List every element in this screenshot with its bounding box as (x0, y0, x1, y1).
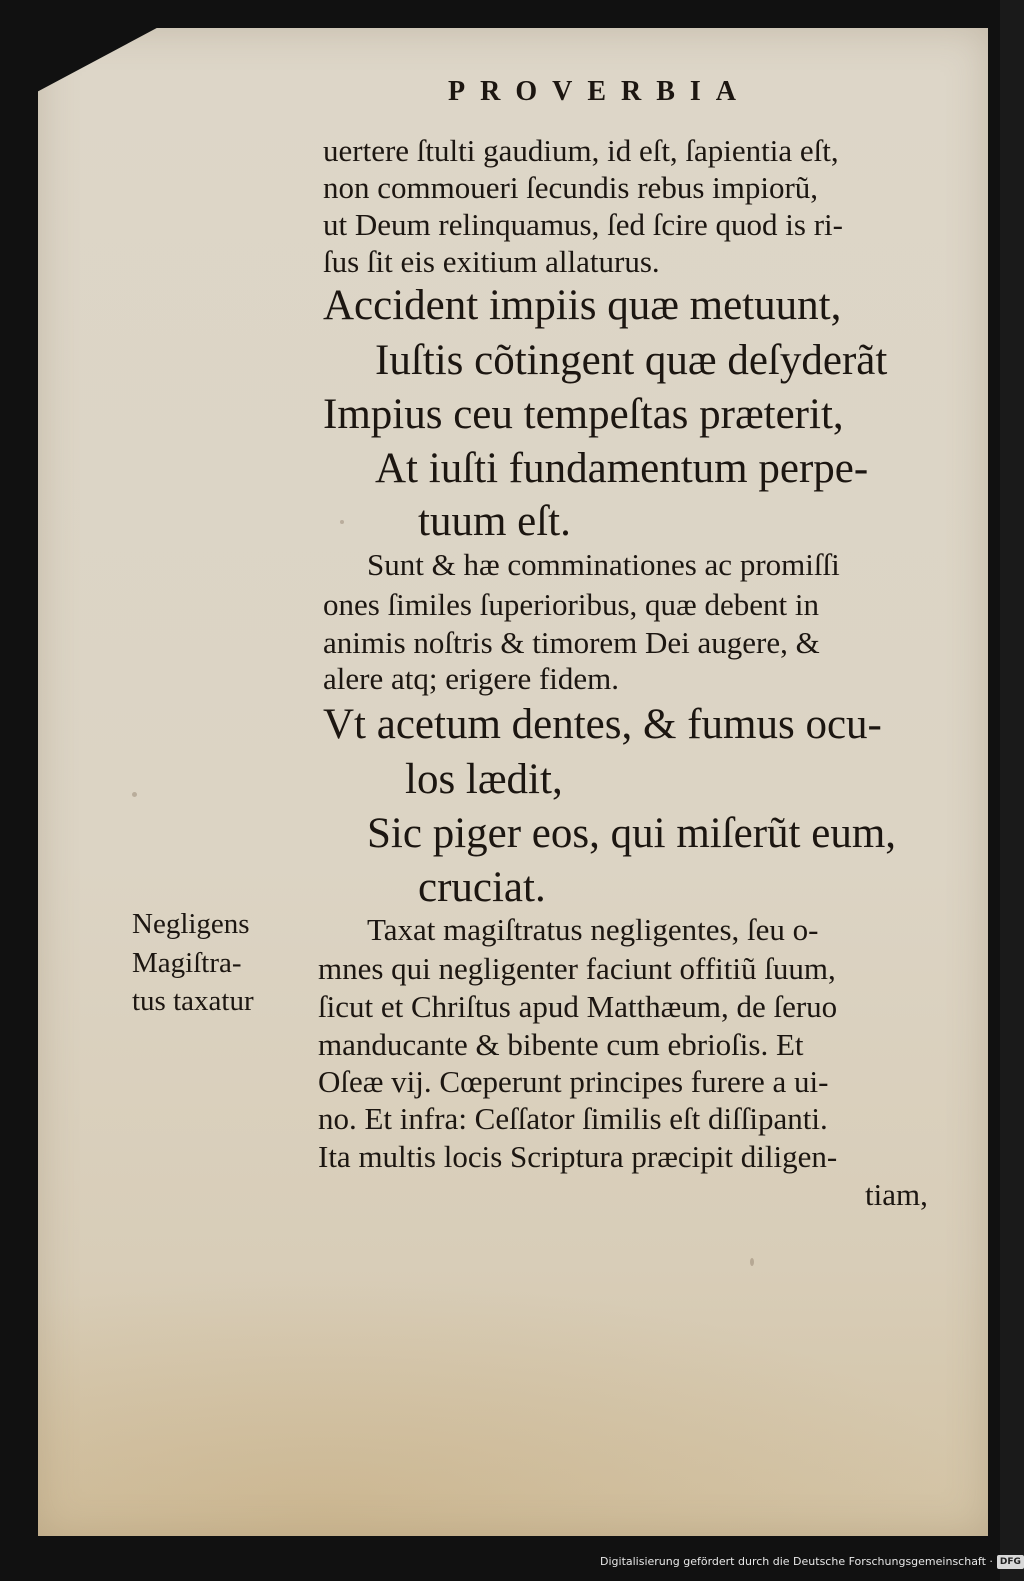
text-line: animis noſtris & timorem Dei augere, & (323, 625, 820, 660)
verse-line: Sic piger eos, qui miſerũt eum, (367, 810, 897, 857)
credit-text: Digitalisierung gefördert durch die Deutsche Forschungsgemeinschaft · (600, 1555, 993, 1568)
verse-line: Iuſtis cõtingent quæ deſyderãt (375, 337, 888, 384)
text-line: alere atq; erigere fidem. (323, 661, 620, 696)
digitization-credit (600, 1551, 1021, 1573)
verse-line: Vt acetum dentes, & fumus ocu- (323, 701, 882, 748)
verse-line: los lædit, (405, 756, 563, 803)
verse-line: Impius ceu tempeſtas præterit, (323, 391, 844, 438)
text-line: ut Deum relinquamus, ſed ſcire quod is ri- (323, 207, 843, 242)
verse-line: At iuſti fundamentum perpe- (375, 445, 869, 492)
text-line: non commoueri ſecundis rebus impiorũ, (323, 170, 819, 205)
verse-line: Accident impiis quæ metuunt, (323, 282, 842, 329)
verse-line: cruciat. (418, 864, 546, 911)
text-line: no. Et infra: Ceſſator ſimilis eſt diſſipanti. (318, 1101, 828, 1136)
running-title: PROVERBIA (448, 76, 752, 107)
verse-line: tuum eſt. (418, 498, 571, 545)
text-line: ones ſimiles ſuperioribus, quæ debent in (323, 587, 819, 622)
text-line: uertere ſtulti gaudium, id eſt, ſapientia eſt, (323, 133, 839, 168)
marginal-note-line: Magiſtra- (132, 947, 242, 979)
ink-spot (340, 520, 344, 524)
text-line: Ita multis locis Scriptura præcipit diligen- (318, 1139, 838, 1174)
text-line: tiam, (865, 1177, 928, 1212)
text-line: mnes qui negligenter faciunt offitiũ ſuum, (318, 951, 836, 986)
ink-spot (750, 1258, 754, 1266)
text-line: Taxat magiſtratus negligentes, ſeu o- (367, 912, 819, 947)
text-line: ſus ſit eis exitium allaturus. (323, 244, 660, 279)
text-line: Oſeæ vij. Cœperunt principes furere a ui- (318, 1064, 829, 1099)
dfg-logo: DFG (997, 1555, 1024, 1569)
marginal-note-line: tus taxatur (132, 985, 254, 1017)
text-line: manducante & bibente cum ebrioſis. Et (318, 1027, 804, 1062)
ink-spot (132, 792, 137, 797)
text-line: ſicut et Chriſtus apud Matthæum, de ſeruo (318, 989, 838, 1024)
text-line: Sunt & hæ comminationes ac promiſſi (367, 547, 840, 582)
marginal-note-line: Negligens (132, 908, 250, 940)
